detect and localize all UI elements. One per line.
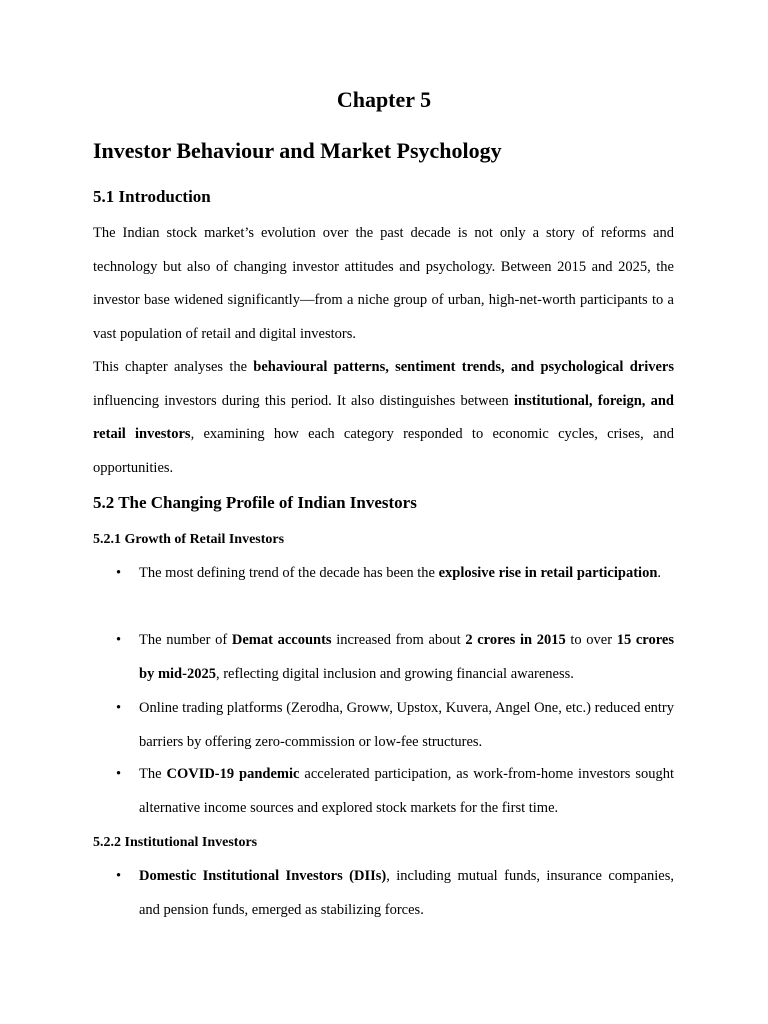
list-item: Domestic Institutional Investors (DIIs), including mutual funds, insurance companies, and pension funds, emerged as stabilizing forces. (139, 868, 674, 918)
page-title: Investor Behaviour and Market Psychology (93, 138, 502, 163)
chapter-title: Chapter 5 (336, 87, 432, 112)
intro-paragraph-2: This chapter analyses the behavioural patterns, sentiment trends, and psychological drivers influencing investors during this period. It also distinguishes between institutional, foreign, and retail investors, examining how each category responded to economic cycles, crises, and opportunities. (93, 359, 674, 476)
bullet-marker: • (116, 632, 122, 648)
list-item: The COVID-19 pandemic accelerated participation, as work-from-home investors sought alternative income sources and explored stock markets for the first time. (139, 766, 674, 816)
list-item: The most defining trend of the decade has been the explosive rise in retail participation. (139, 565, 662, 581)
subsection-heading-5-2-2: 5.2.2 Institutional Investors (93, 835, 258, 850)
bullet-marker: • (116, 868, 122, 884)
list-item: The number of Demat accounts increased from about 2 crores in 2015 to over 15 crores by mid-2025, reflecting digital inclusion and growing financial awareness. (139, 632, 674, 682)
bullet-marker: • (116, 766, 122, 782)
bullet-marker: • (116, 565, 122, 581)
intro-paragraph-1: The Indian stock market’s evolution over the past decade is not only a story of reforms and technology but also of changing investor attitudes and psychology. Between 2015 and 2025, the investor base widened significantly—from a niche group of urban, high-net-worth participants to a vast population of retail and digital investors. (93, 225, 674, 342)
bullet-marker: • (116, 700, 122, 716)
section-heading-5-1: 5.1 Introduction (93, 187, 211, 206)
list-item: Online trading platforms (Zerodha, Groww, Upstox, Kuvera, Angel One, etc.) reduced entry barriers by offering zero-commission or low-fee structures. (139, 700, 674, 750)
subsection-heading-5-2-1: 5.2.1 Growth of Retail Investors (93, 532, 285, 547)
section-heading-5-2: 5.2 The Changing Profile of Indian Investors (93, 493, 417, 512)
